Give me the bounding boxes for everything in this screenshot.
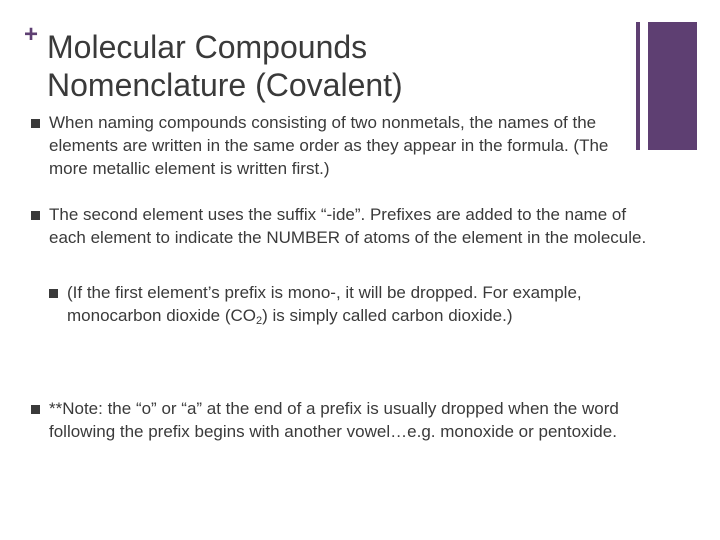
sub-bullet-square-icon	[49, 289, 58, 298]
bullet-square-icon	[31, 119, 40, 128]
bullet-naming-order: When naming compounds consisting of two nonmetals, the names of the elements are written in the same order as they appear in the formula. (The more metallic element is written first.)	[49, 113, 609, 178]
bullet-square-icon	[31, 211, 40, 220]
subscript-2: 2	[255, 315, 263, 327]
slide-title	[47, 28, 607, 104]
bullet-square-icon	[31, 405, 40, 414]
sub-bullet-text-after: ) is simply called carbon dioxide.)	[262, 306, 513, 325]
accent-block	[648, 22, 697, 150]
plus-icon: +	[24, 21, 39, 48]
sub-bullet-mono-prefix	[67, 281, 627, 327]
title-line-2: Nomenclature (Covalent)	[47, 67, 403, 103]
title-line-1: Molecular Compounds	[47, 29, 368, 65]
bullet-suffix-prefixes: The second element uses the suffix “-ide”. Prefixes are added to the name of each element to indicate the NUMBER of atoms of the element in the molecule.	[49, 205, 647, 247]
sub-bullet-text-before: (If the first element’s prefix is mono-, it will be dropped. For example, monocarbon dioxide (CO	[67, 283, 582, 325]
bullet-vowel-note: **Note: the “o” or “a” at the end of a prefix is usually dropped when the word following the prefix begins with another vowel…e.g. monoxide or pentoxide.	[49, 399, 619, 441]
